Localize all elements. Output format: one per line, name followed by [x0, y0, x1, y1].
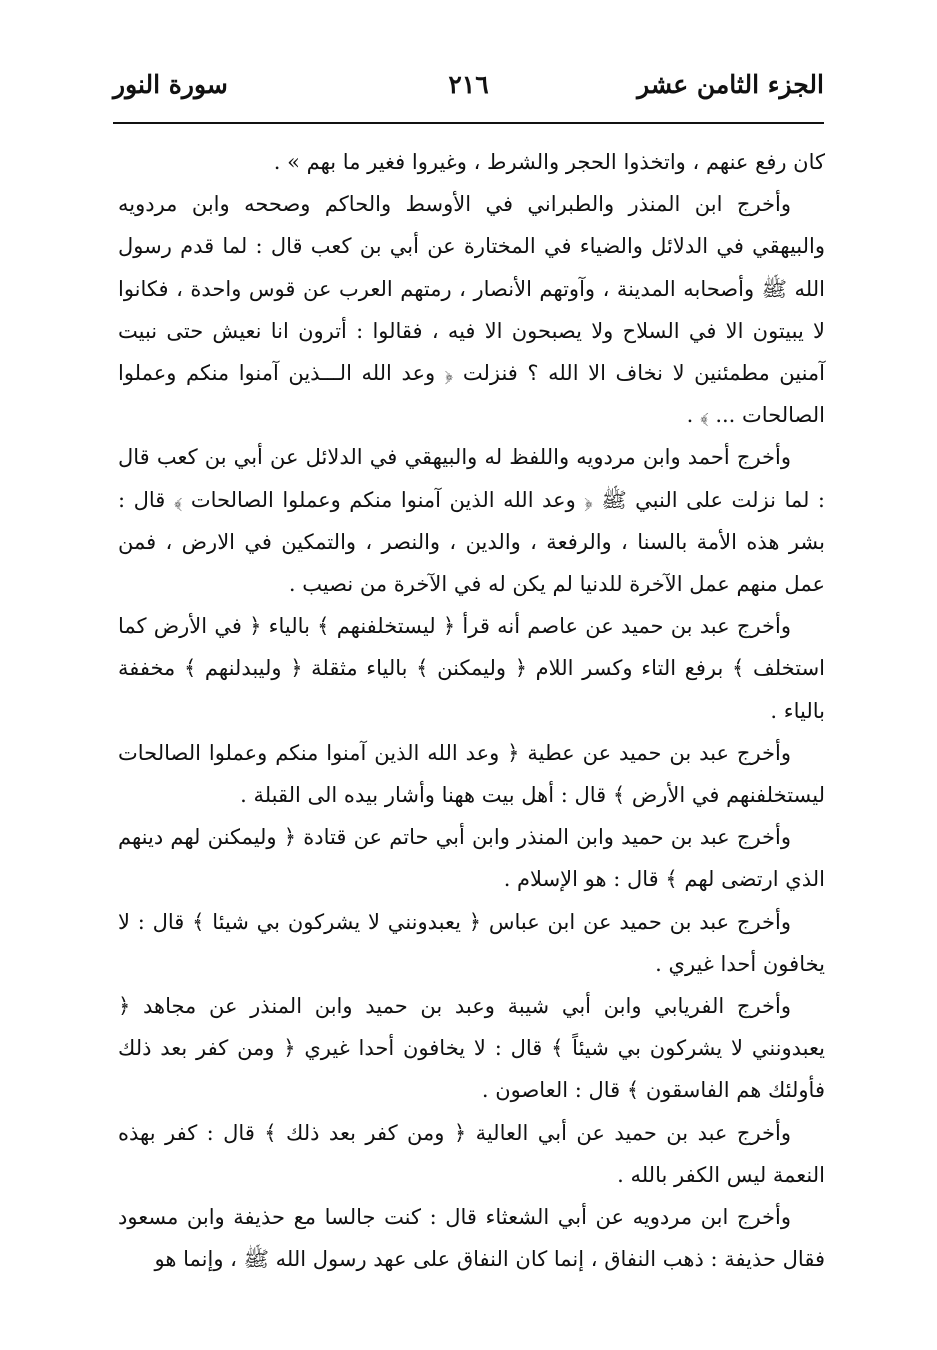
paragraph: وأخرج عبد بن حميد عن ابن عباس ﴿ يعبدونني لا يشركون بي شيئا ﴾ قال : لا يخافون أحدا غيري . [118, 909, 825, 976]
paragraph: وأخرج عبد بن حميد عن عاصم أنه قرأ ﴿ ليستخلفنهم ﴾ بالياء ﴿ في الأرض كما استخلف ﴾ برفع التاء وكسر اللام ﴿ وليمكنن ﴾ بالياء مثقلة ﴿ وليبدلنهم ﴾ مخففة بالياء . [118, 614, 825, 723]
page-body [118, 141, 825, 1310]
paragraph: وأخرج ابن المنذر والطبراني في الأوسط والحاكم وصححه وابن مردويه والبيهقي في الدلائل والضياء في المختارة عن أبي بن كعب قال : لما قدم رسول الله ﷺ وأصحابه المدينة ، وآوتهم الأنصار ، رمتهم العرب عن قوس واحدة ، فكانوا لا يبيتون الا في السلاح ولا يصبحون الا فيه ، فقالوا : أترون انا نعيش حتى نبيت آمنين مطمئنين لا نخاف الا الله ؟ فنزلت ﴿ وعد الله الـــذين آمنوا منكم وعملوا الصالحات ... ﴾ . [118, 192, 825, 428]
paragraph: وأخرج الفريابي وابن أبي شيبة وعبد بن حميد وابن المنذر عن مجاهد ﴿ يعبدونني لا يشركون بي شيئاً ﴾ قال : لا يخافون أحدا غيري ﴿ ومن كفر بعد ذلك فأولئك هم الفاسقون ﴾ قال : العاصون . [118, 994, 825, 1103]
part-title: الجزء الثامن عشر [637, 70, 824, 99]
paragraph: وأخرج عبد بن حميد عن أبي العالية ﴿ ومن كفر بعد ذلك ﴾ قال : كفر بهذه النعمة ليس الكفر بالله . [118, 1120, 825, 1187]
paragraph: كان رفع عنهم ، واتخذوا الحجر والشرط ، وغيروا فغير ما بهم » . [273, 150, 825, 174]
paragraph: وأخرج عبد بن حميد عن عطية ﴿ وعد الله الذين آمنوا منكم وعملوا الصالحات ليستخلفنهم في الأرض ﴾ قال : أهل بيت ههنا وأشار بيده الى القبلة . [118, 740, 825, 808]
paragraph: وأخرج أحمد وابن مردويه واللفظ له والبيهقي في الدلائل عن أبي بن كعب قال : لما نزلت على النبي ﷺ ﴿ وعد الله الذين آمنوا منكم وعملوا الصالحات ﴾ قال : بشر هذه الأمة بالسنا ، والرفعة ، والدين ، والنصر ، والتمكين في الارض ، فمن عمل منهم عمل الآخرة للدنيا لم يكن له في الآخرة من نصيب . [118, 445, 825, 597]
header-rule [113, 122, 824, 124]
paragraph: وأخرج ابن مردويه عن أبي الشعثاء قال : كنت جالسا مع حذيفة وابن مسعود فقال حذيفة : ذهب النفاق ، إنما كان النفاق على عهد رسول الله ﷺ ، وإنما هو [118, 1205, 825, 1272]
surah-title: سورة النور [113, 70, 228, 99]
page-number: ٢١٦ [448, 70, 489, 99]
page-header [113, 70, 824, 108]
paragraph: وأخرج عبد بن حميد وابن المنذر وابن أبي حاتم عن قتادة ﴿ وليمكنن لهم دينهم الذي ارتضى لهم ﴾ قال : هو الإسلام . [118, 825, 825, 892]
